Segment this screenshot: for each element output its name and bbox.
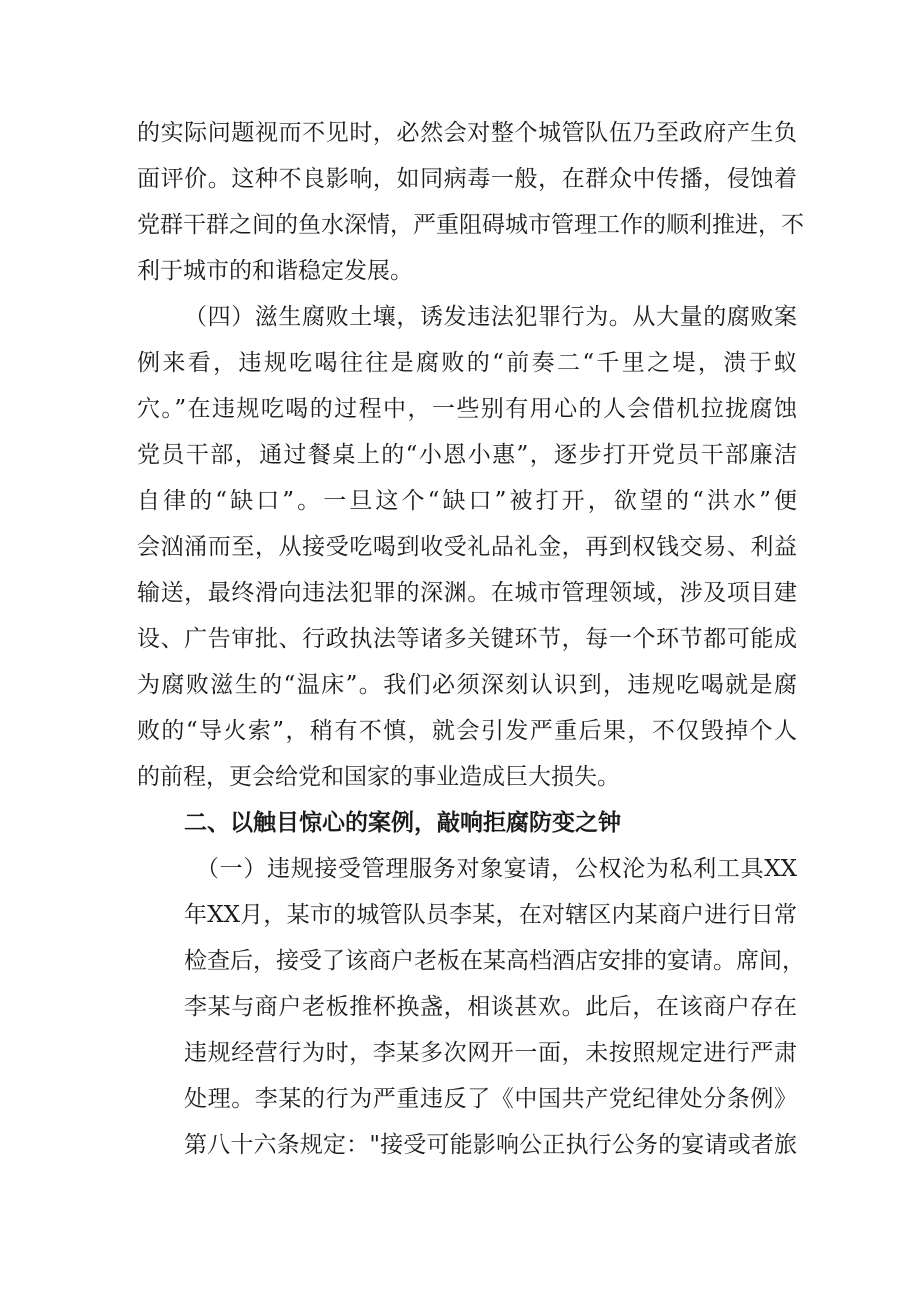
- paragraph-line: 输送，最终滑向违法犯罪的深渊。在城市管理领域，涉及项目建: [137, 580, 797, 606]
- section-heading: 二、以触目惊心的案例，敲响拒腐防变之钟: [184, 810, 621, 836]
- paragraph-line: 的实际问题视而不见时，必然会对整个城管队伍乃至政府产生负: [137, 120, 797, 146]
- paragraph-line: 党员干部，通过餐桌上的“小恩小惠”，逐步打开党员干部廉洁: [137, 442, 797, 468]
- paragraph-line: 处理。李某的行为严重违反了《中国共产党纪律处分条例》: [184, 1086, 797, 1112]
- paragraph-line: 利于城市的和谐稳定发展。: [137, 258, 413, 284]
- paragraph-line: 违规经营行为时，李某多次网开一面，未按照规定进行严肃: [184, 1040, 797, 1066]
- paragraph-line: 检查后，接受了该商户老板在某高档酒店安排的宴请。席间，: [184, 948, 805, 974]
- case-1-first-line: （一）违规接受管理服务对象宴请，公权沦为私利工具XX: [196, 856, 797, 882]
- section-4-first-line: （四）滋生腐败土壤，诱发违法犯罪行为。从大量的腐败案: [184, 304, 797, 330]
- paragraph-line: 李某与商户老板推杯换盏，相谈甚欢。此后，在该商户存在: [184, 994, 797, 1020]
- paragraph-line: 面评价。这种不良影响，如同病毒一般，在群众中传播，侵蚀着: [137, 166, 797, 192]
- paragraph-line: 自律的“缺口”。一旦这个“缺口”被打开，欲望的“洪水”便: [137, 488, 797, 514]
- paragraph-line: 例来看，违规吃喝往往是腐败的“前奏二“千里之堤，溃于蚁: [137, 350, 797, 376]
- paragraph-line: 党群干群之间的鱼水深情，严重阻碍城市管理工作的顺利推进，不: [137, 212, 804, 238]
- paragraph-line: 穴。”在违规吃喝的过程中，一些别有用心的人会借机拉拢腐蚀: [137, 396, 797, 422]
- paragraph-line: 第八十六条规定："接受可能影响公正执行公务的宴请或者旅: [184, 1132, 797, 1158]
- paragraph-line: 会汹涌而至，从接受吃喝到收受礼品礼金，再到权钱交易、利益: [137, 534, 797, 560]
- paragraph-line: 败的“导火索”，稍有不慎，就会引发严重后果，不仅毁掉个人: [137, 718, 797, 744]
- paragraph-line: 年XX月，某市的城管队员李某，在对辖区内某商户进行日常: [184, 902, 797, 928]
- paragraph-line: 设、广告审批、行政执法等诸多关键环节，每一个环节都可能成: [137, 626, 797, 652]
- paragraph-line: 为腐败滋生的“温床”。我们必须深刻认识到，违规吃喝就是腐: [137, 672, 797, 698]
- paragraph-line: 的前程，更会给党和国家的事业造成巨大损失。: [137, 764, 620, 790]
